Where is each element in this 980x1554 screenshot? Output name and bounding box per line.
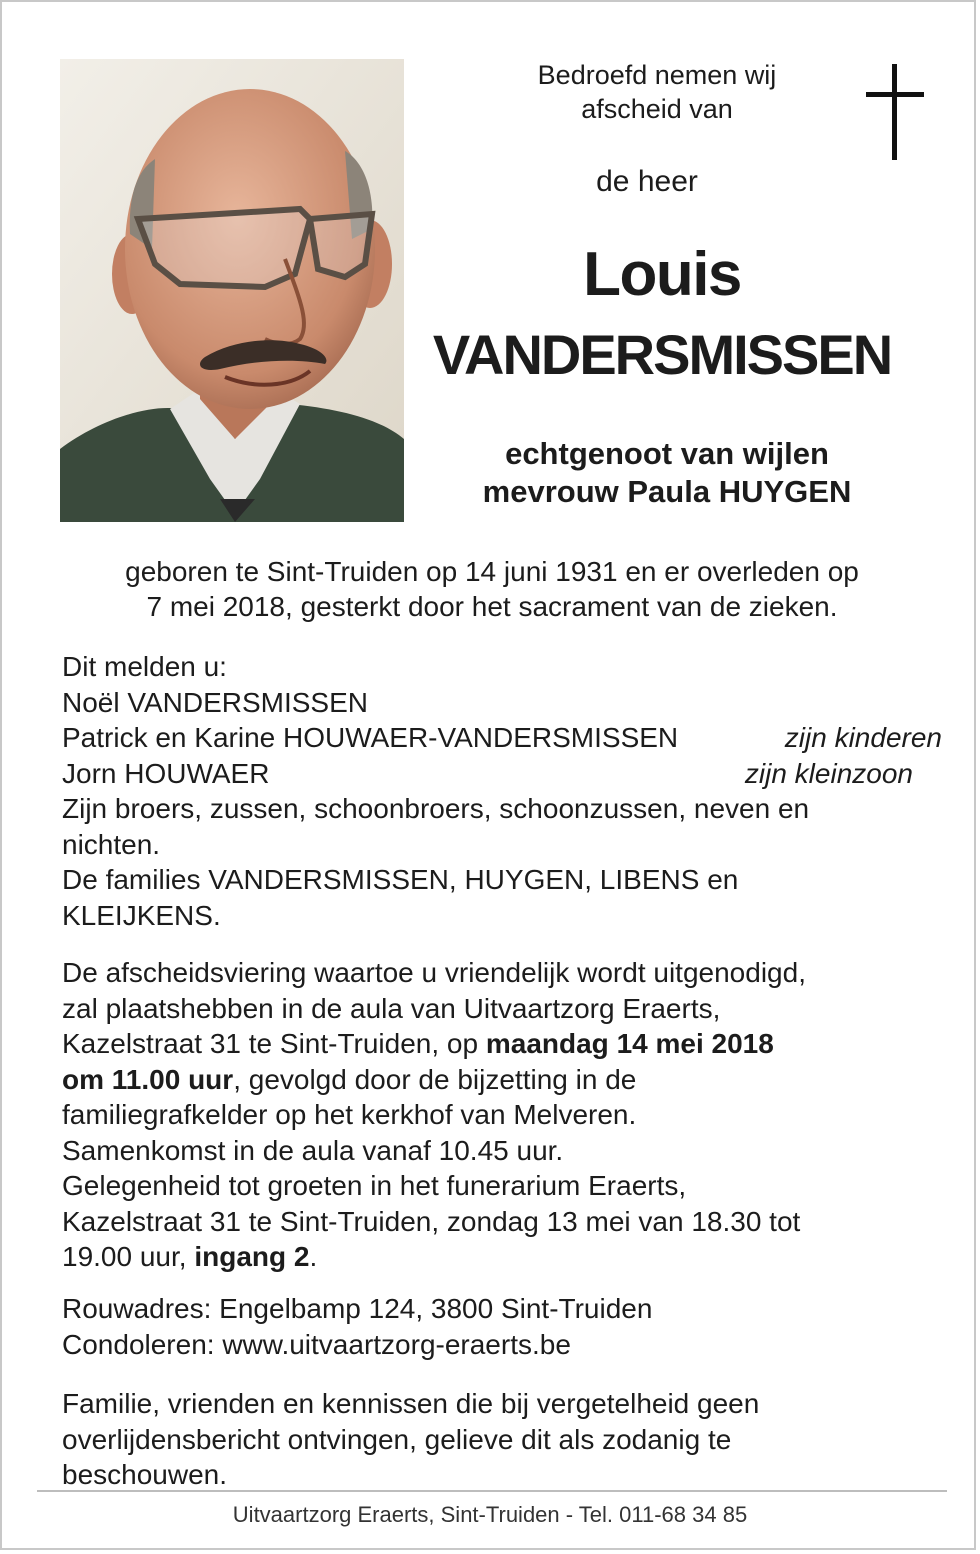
portrait-illustration	[60, 59, 404, 522]
entrance-label: ingang 2	[194, 1241, 310, 1272]
portrait-photo	[60, 59, 404, 522]
funeral-line: De afscheidsviering waartoe u vriendelijk wordt uitgenodigd,	[62, 957, 806, 988]
contact-section	[62, 1291, 942, 1362]
family-member: Jorn HOUWAER	[62, 757, 270, 789]
family-intro: Dit melden u:	[62, 651, 227, 682]
family-row-grandson	[62, 756, 942, 792]
funeral-line: Kazelstraat 31 te Sint-Truiden, zondag 13 mei van 18.30 tot	[62, 1205, 801, 1237]
honorific: de heer	[596, 165, 698, 198]
intro-text	[472, 58, 842, 126]
relatives-line: nichten.	[62, 828, 161, 860]
funeral-line: familiegrafkelder op het kerkhof van Melveren.	[62, 1099, 637, 1130]
notice-line: beschouwen.	[62, 1459, 228, 1490]
footer-divider	[37, 1490, 947, 1492]
mourning-address: Rouwadres: Engelbamp 124, 3800 Sint-Truiden	[62, 1293, 653, 1324]
notice-line: overlijdensbericht ontvingen, gelieve dit als zodanig te	[62, 1423, 732, 1455]
last-name: VANDERSMISSEN	[432, 323, 892, 386]
funeral-date: maandag 14 mei 2018	[485, 1028, 774, 1059]
relation-label: zijn kinderen	[784, 722, 942, 753]
funeral-line	[62, 1239, 942, 1275]
relatives-line: Zijn broers, zussen, schoonbroers, schoonzussen, neven en	[62, 793, 810, 824]
family-member: Noël VANDERSMISSEN	[62, 686, 369, 718]
funeral-section	[62, 955, 942, 1275]
funeral-line	[62, 1026, 942, 1062]
family-section	[62, 649, 942, 933]
funeral-line: Gelegenheid tot groeten in het funerarium Eraerts,	[62, 1170, 687, 1201]
notice-line: Familie, vrienden en kennissen die bij vergetelheid geen	[62, 1388, 760, 1419]
first-name: Louis	[583, 240, 741, 309]
spouse-line-1: echtgenoot van wijlen	[505, 436, 829, 471]
relation-label: zijn kleinzoon	[744, 757, 913, 789]
family-row-children	[62, 720, 942, 756]
families-line: De families VANDERSMISSEN, HUYGEN, LIBENS en	[62, 864, 739, 895]
birth-death-info	[42, 554, 942, 624]
funeral-text: 19.00 uur,	[62, 1241, 195, 1272]
funeral-text: , gevolgd door de bijzetting in de	[233, 1063, 637, 1095]
funeral-time: om 11.00 uur	[62, 1063, 234, 1095]
birth-line-2: 7 mei 2018, gesterkt door het sacrament van de zieken.	[146, 591, 838, 622]
spouse-line-2: mevrouw Paula HUYGEN	[482, 474, 852, 509]
funeral-line	[62, 1062, 942, 1098]
spouse-text	[422, 435, 912, 511]
funeral-line: zal plaatshebben in de aula van Uitvaartzorg Eraerts,	[62, 992, 721, 1024]
notice-section	[62, 1386, 942, 1493]
intro-line-2: afscheid van	[581, 94, 733, 124]
condolence-website: Condoleren: www.uitvaartzorg-eraerts.be	[62, 1328, 571, 1360]
cross-icon	[864, 64, 926, 162]
intro-line-1: Bedroefd nemen wij	[537, 60, 777, 90]
birth-line-1: geboren te Sint-Truiden op 14 juni 1931 en er overleden op	[125, 556, 859, 587]
funeral-text: Kazelstraat 31 te Sint-Truiden, op	[62, 1028, 486, 1059]
family-member: Patrick en Karine HOUWAER-VANDERSMISSEN	[62, 722, 679, 753]
families-line: KLEIJKENS.	[62, 899, 221, 931]
funeral-text: .	[309, 1241, 318, 1272]
footer-text: Uitvaartzorg Eraerts, Sint-Truiden - Tel. 011-68 34 85	[232, 1502, 748, 1527]
funeral-line: Samenkomst in de aula vanaf 10.45 uur.	[62, 1134, 564, 1166]
